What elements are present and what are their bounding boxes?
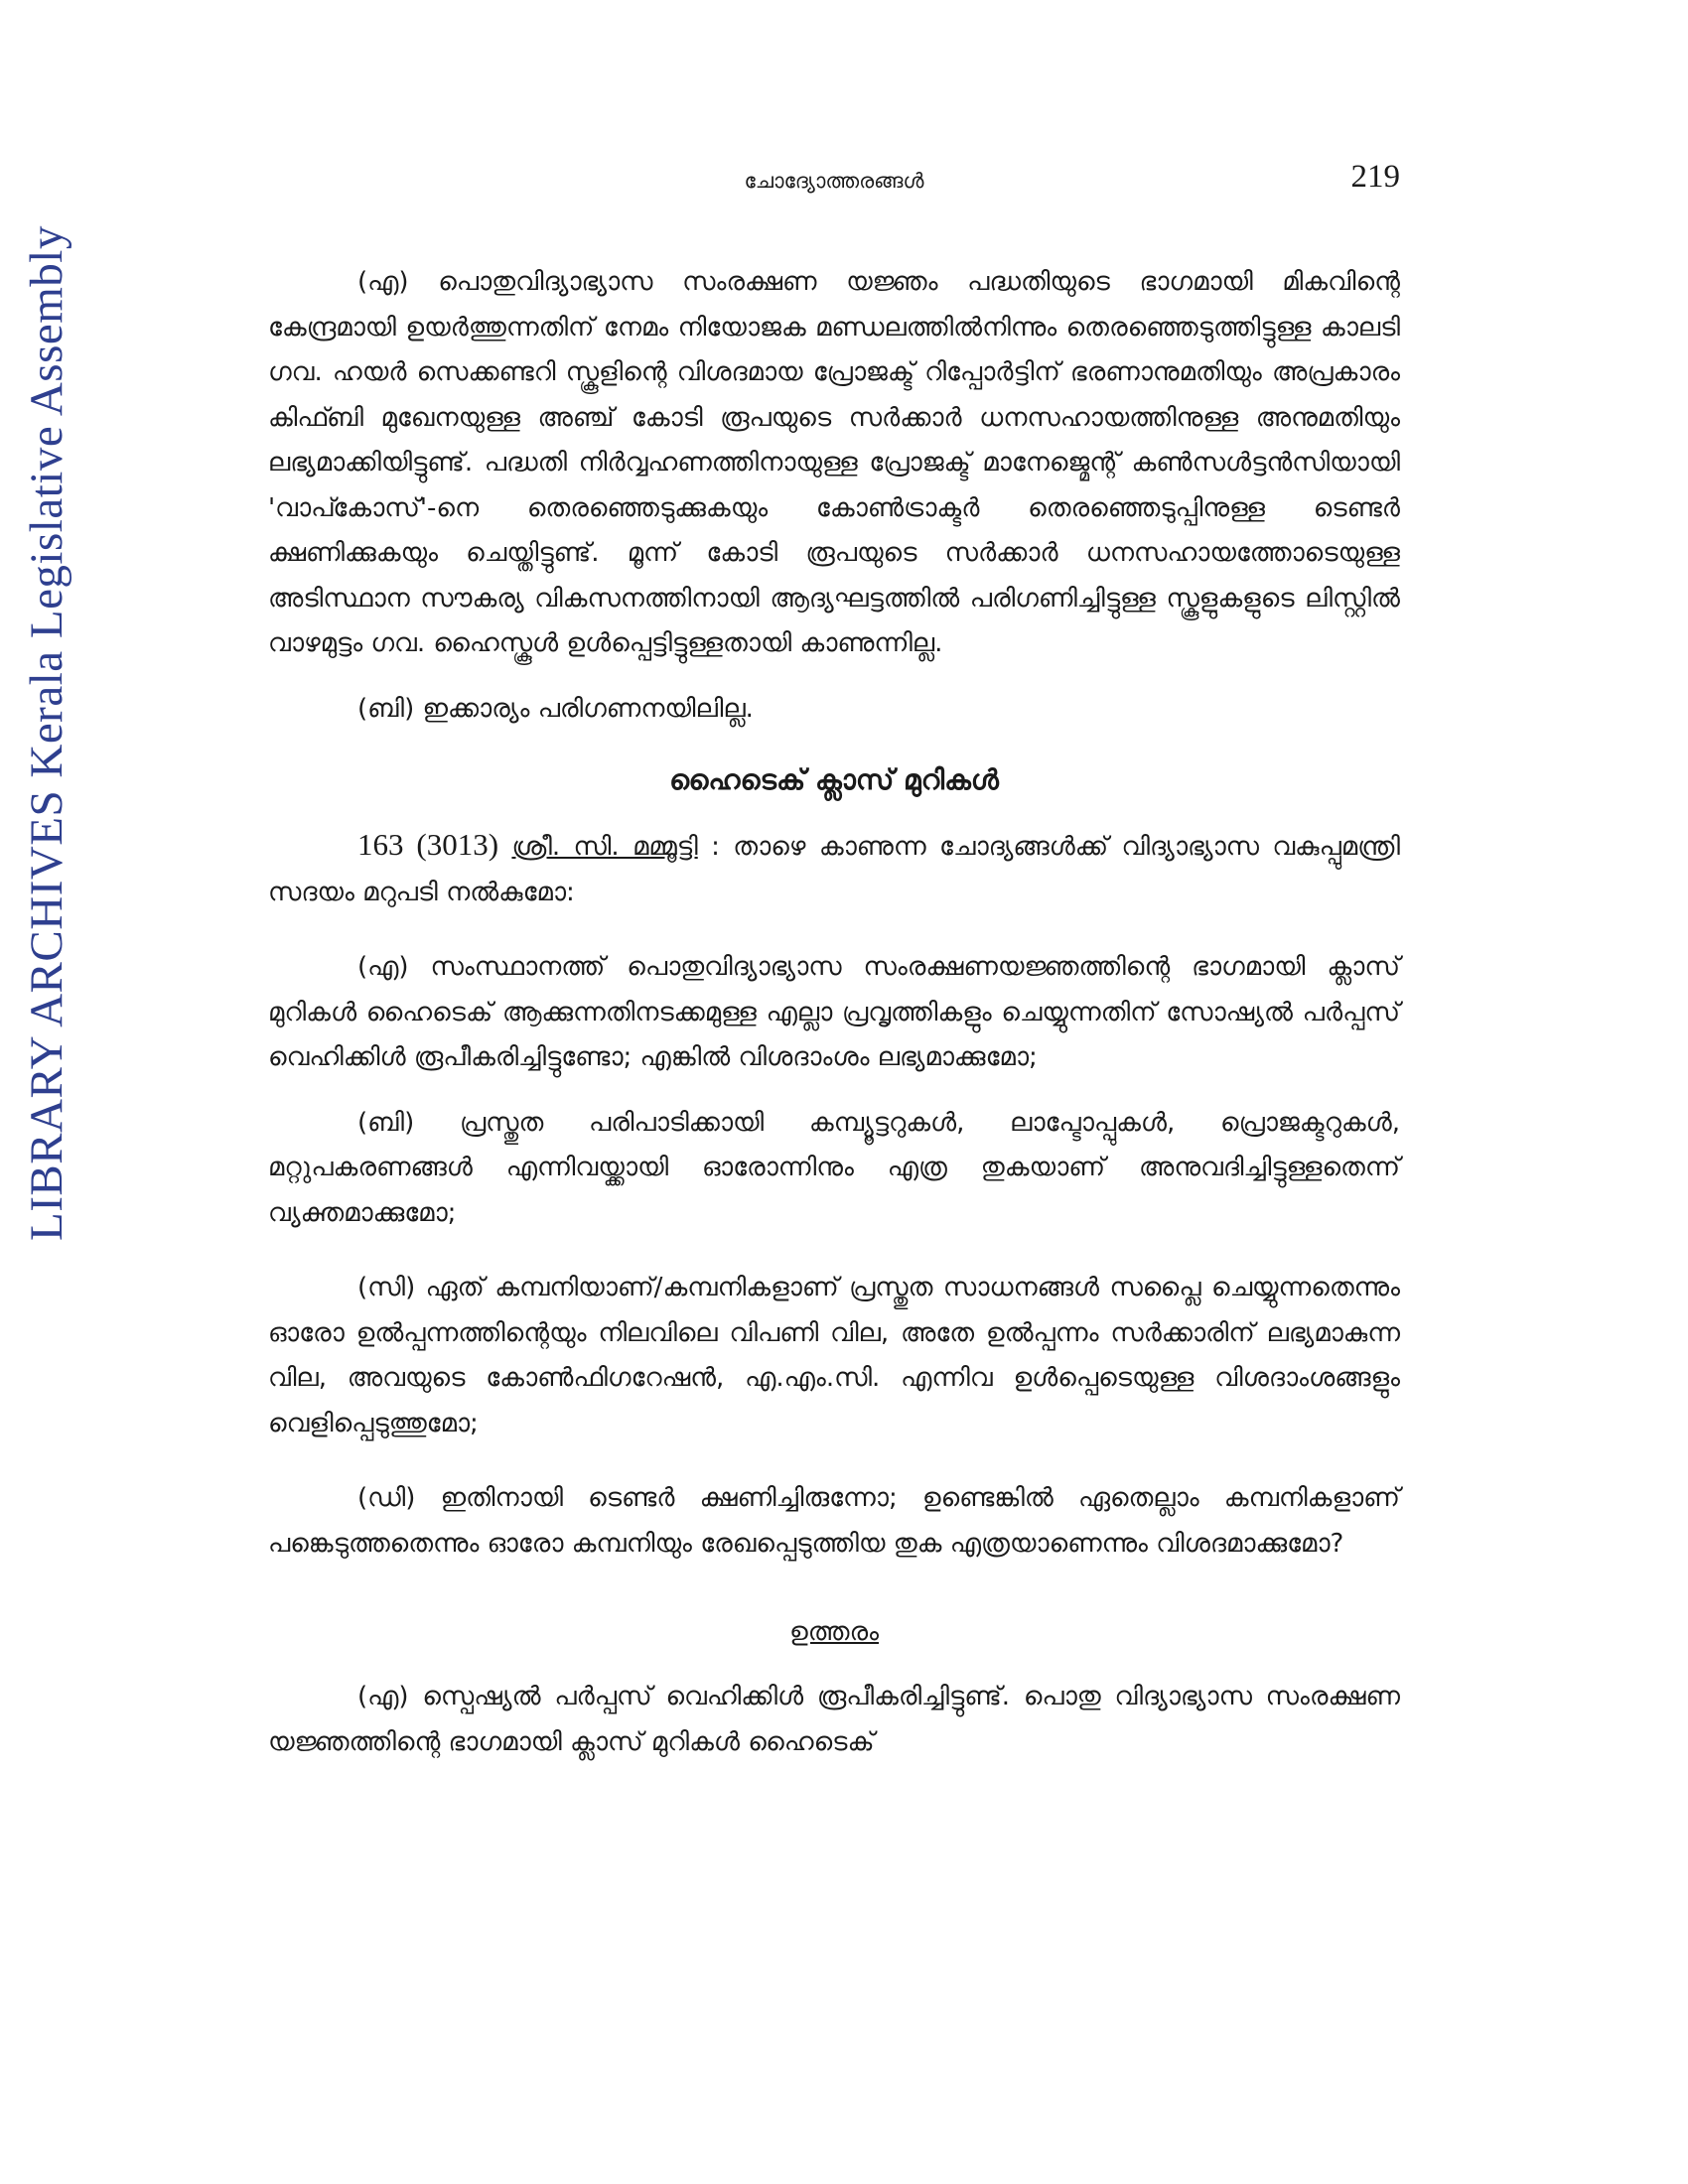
question-c: (സി) ഏത് കമ്പനിയാണ്/കമ്പനികളാണ് പ്രസ്തുത സാധനങ്ങൾ സപ്ലൈ ചെയ്യുന്നതെന്നും ഓരോ ഉൽപ്പന്നത്തിന്റെയും നിലവിലെ വിപണി വില, അതേ ഉൽപ്പന്നം സർക്കാരിന് ലഭ്യമാകുന്ന വില, അവയുടെ കോൺഫിഗറേഷൻ, എ.എം.സി. എന്നിവ ഉൾപ്പെടെയുള്ള വിശദാംശങ്ങളും വെളിപ്പെടുത്തുമോ; <box>268 1273 1400 1438</box>
question-b: (ബി) പ്രസ്തുത പരിപാടിക്കായി കമ്പ്യൂട്ടറുകൾ, ലാപ്ടോപ്പുകൾ, പ്രൊജക്ടറുകൾ, മറ്റുപകരണങ്ങൾ എന്നിവയ്ക്കായി ഓരോന്നിനും എത്ര തുകയാണ് അനുവദിച്ചിട്ടുള്ളതെന്ന് വ്യക്തമാക്കുമോ; <box>268 1107 1400 1228</box>
page-header <box>268 159 1400 208</box>
answer-heading: ഉത്തരം <box>789 1617 879 1647</box>
question-a: (എ) സംസ്ഥാനത്ത് പൊതുവിദ്യാഭ്യാസ സംരക്ഷണയജ്ഞത്തിന്റെ ഭാഗമായി ക്ലാസ് മുറികൾ ഹൈടെക് ആക്കുന്നതിനടക്കമുള്ള എല്ലാ പ്രവൃത്തികളും ചെയ്യുന്നതിന് സോഷ്യൽ പർപ്പസ് വെഹിക്കിൾ രൂപീകരിച്ചിട്ടുണ്ടോ; എങ്കിൽ വിശദാംശം ലഭ്യമാക്കുമോ; <box>268 952 1401 1072</box>
page-number: 219 <box>1350 159 1400 195</box>
answer-a: (എ) സ്പെഷ്യൽ പർപ്പസ് വെഹിക്കിൾ രൂപീകരിച്ചിട്ടുണ്ട്. പൊതു വിദ്യാഭ്യാസ സംരക്ഷണ യജ്ഞത്തിന്റെ ഭാഗമായി ക്ലാസ് മുറികൾ ഹൈടെക് <box>268 1682 1400 1757</box>
member-name: ശ്രീ. സി. മമ്മൂട്ടി <box>511 832 698 862</box>
running-title: ചോദ്യോത്തരങ്ങൾ <box>744 169 924 193</box>
archive-watermark: LIBRARY ARCHIVES Kerala Legislative Assembly <box>21 225 72 1241</box>
question-intro <box>268 822 1400 915</box>
previous-answer-a: (എ) പൊതുവിദ്യാഭ്യാസ സംരക്ഷണ യജ്ഞം പദ്ധതിയുടെ ഭാഗമായി മികവിന്റെ കേന്ദ്രമായി ഉയർത്തുന്നതിന് നേമം നിയോജക മണ്ഡലത്തിൽനിന്നും തെരഞ്ഞെടുത്തിട്ടുള്ള കാലടി ഗവ. ഹയർ സെക്കണ്ടറി സ്കൂളിന്റെ വിശദമായ പ്രോജക്ട് റിപ്പോർട്ടിന് ഭരണാനുമതിയും അപ്രകാരം കിഫ്ബി മുഖേനയുള്ള അഞ്ച് കോടി രൂപയുടെ സർക്കാർ ധനസഹായത്തിനുള്ള അനുമതിയും ലഭ്യമാക്കിയിട്ടുണ്ട്. പദ്ധതി നിർവ്വഹണത്തിനായുള്ള പ്രോജക്ട് മാനേജ്മെന്റ് കൺസൾട്ടൻസിയായി 'വാപ്കോസ്'-നെ തെരഞ്ഞെടുക്കുകയും കോൺട്രാക്ടർ തെരഞ്ഞെടുപ്പിനുള്ള ടെണ്ടർ ക്ഷണിക്കുകയും ചെയ്തിട്ടുണ്ട്. മൂന്ന് കോടി രൂപയുടെ സർക്കാർ ധനസഹായത്തോടെയുള്ള അടിസ്ഥാന സൗകര്യ വികസനത്തിനായി ആദ്യഘട്ടത്തിൽ പരിഗണിച്ചിട്ടുള്ള സ്കൂളുകളുടെ ലിസ്റ്റിൽ വാഴമുട്ടം ഗവ. ഹൈസ്കൂൾ ഉൾപ്പെട്ടിട്ടുള്ളതായി കാണുന്നില്ല. <box>268 267 1400 658</box>
question-number: 163 (3013) <box>357 827 499 862</box>
question-intro-text: : താഴെ കാണുന്ന ചോദ്യങ്ങൾക്ക് വിദ്യാഭ്യാസ വകുപ്പുമന്ത്രി സദയം മറുപടി നൽകുമോ: <box>268 832 1400 907</box>
question-heading: ഹൈടെക് ക്ലാസ് മുറികൾ <box>669 763 999 796</box>
page-body <box>268 260 1400 1765</box>
previous-answer-b: (ബി) ഇക്കാര്യം പരിഗണനയിലില്ല. <box>357 693 754 724</box>
question-d: (ഡി) ഇതിനായി ടെണ്ടർ ക്ഷണിച്ചിരുന്നോ; ഉണ്ടെങ്കിൽ ഏതെല്ലാം കമ്പനികളാണ് പങ്കെടുത്തതെന്നും ഓരോ കമ്പനിയും രേഖപ്പെടുത്തിയ തുക എത്രയാണെന്നും വിശദമാക്കുമോ? <box>268 1483 1400 1559</box>
